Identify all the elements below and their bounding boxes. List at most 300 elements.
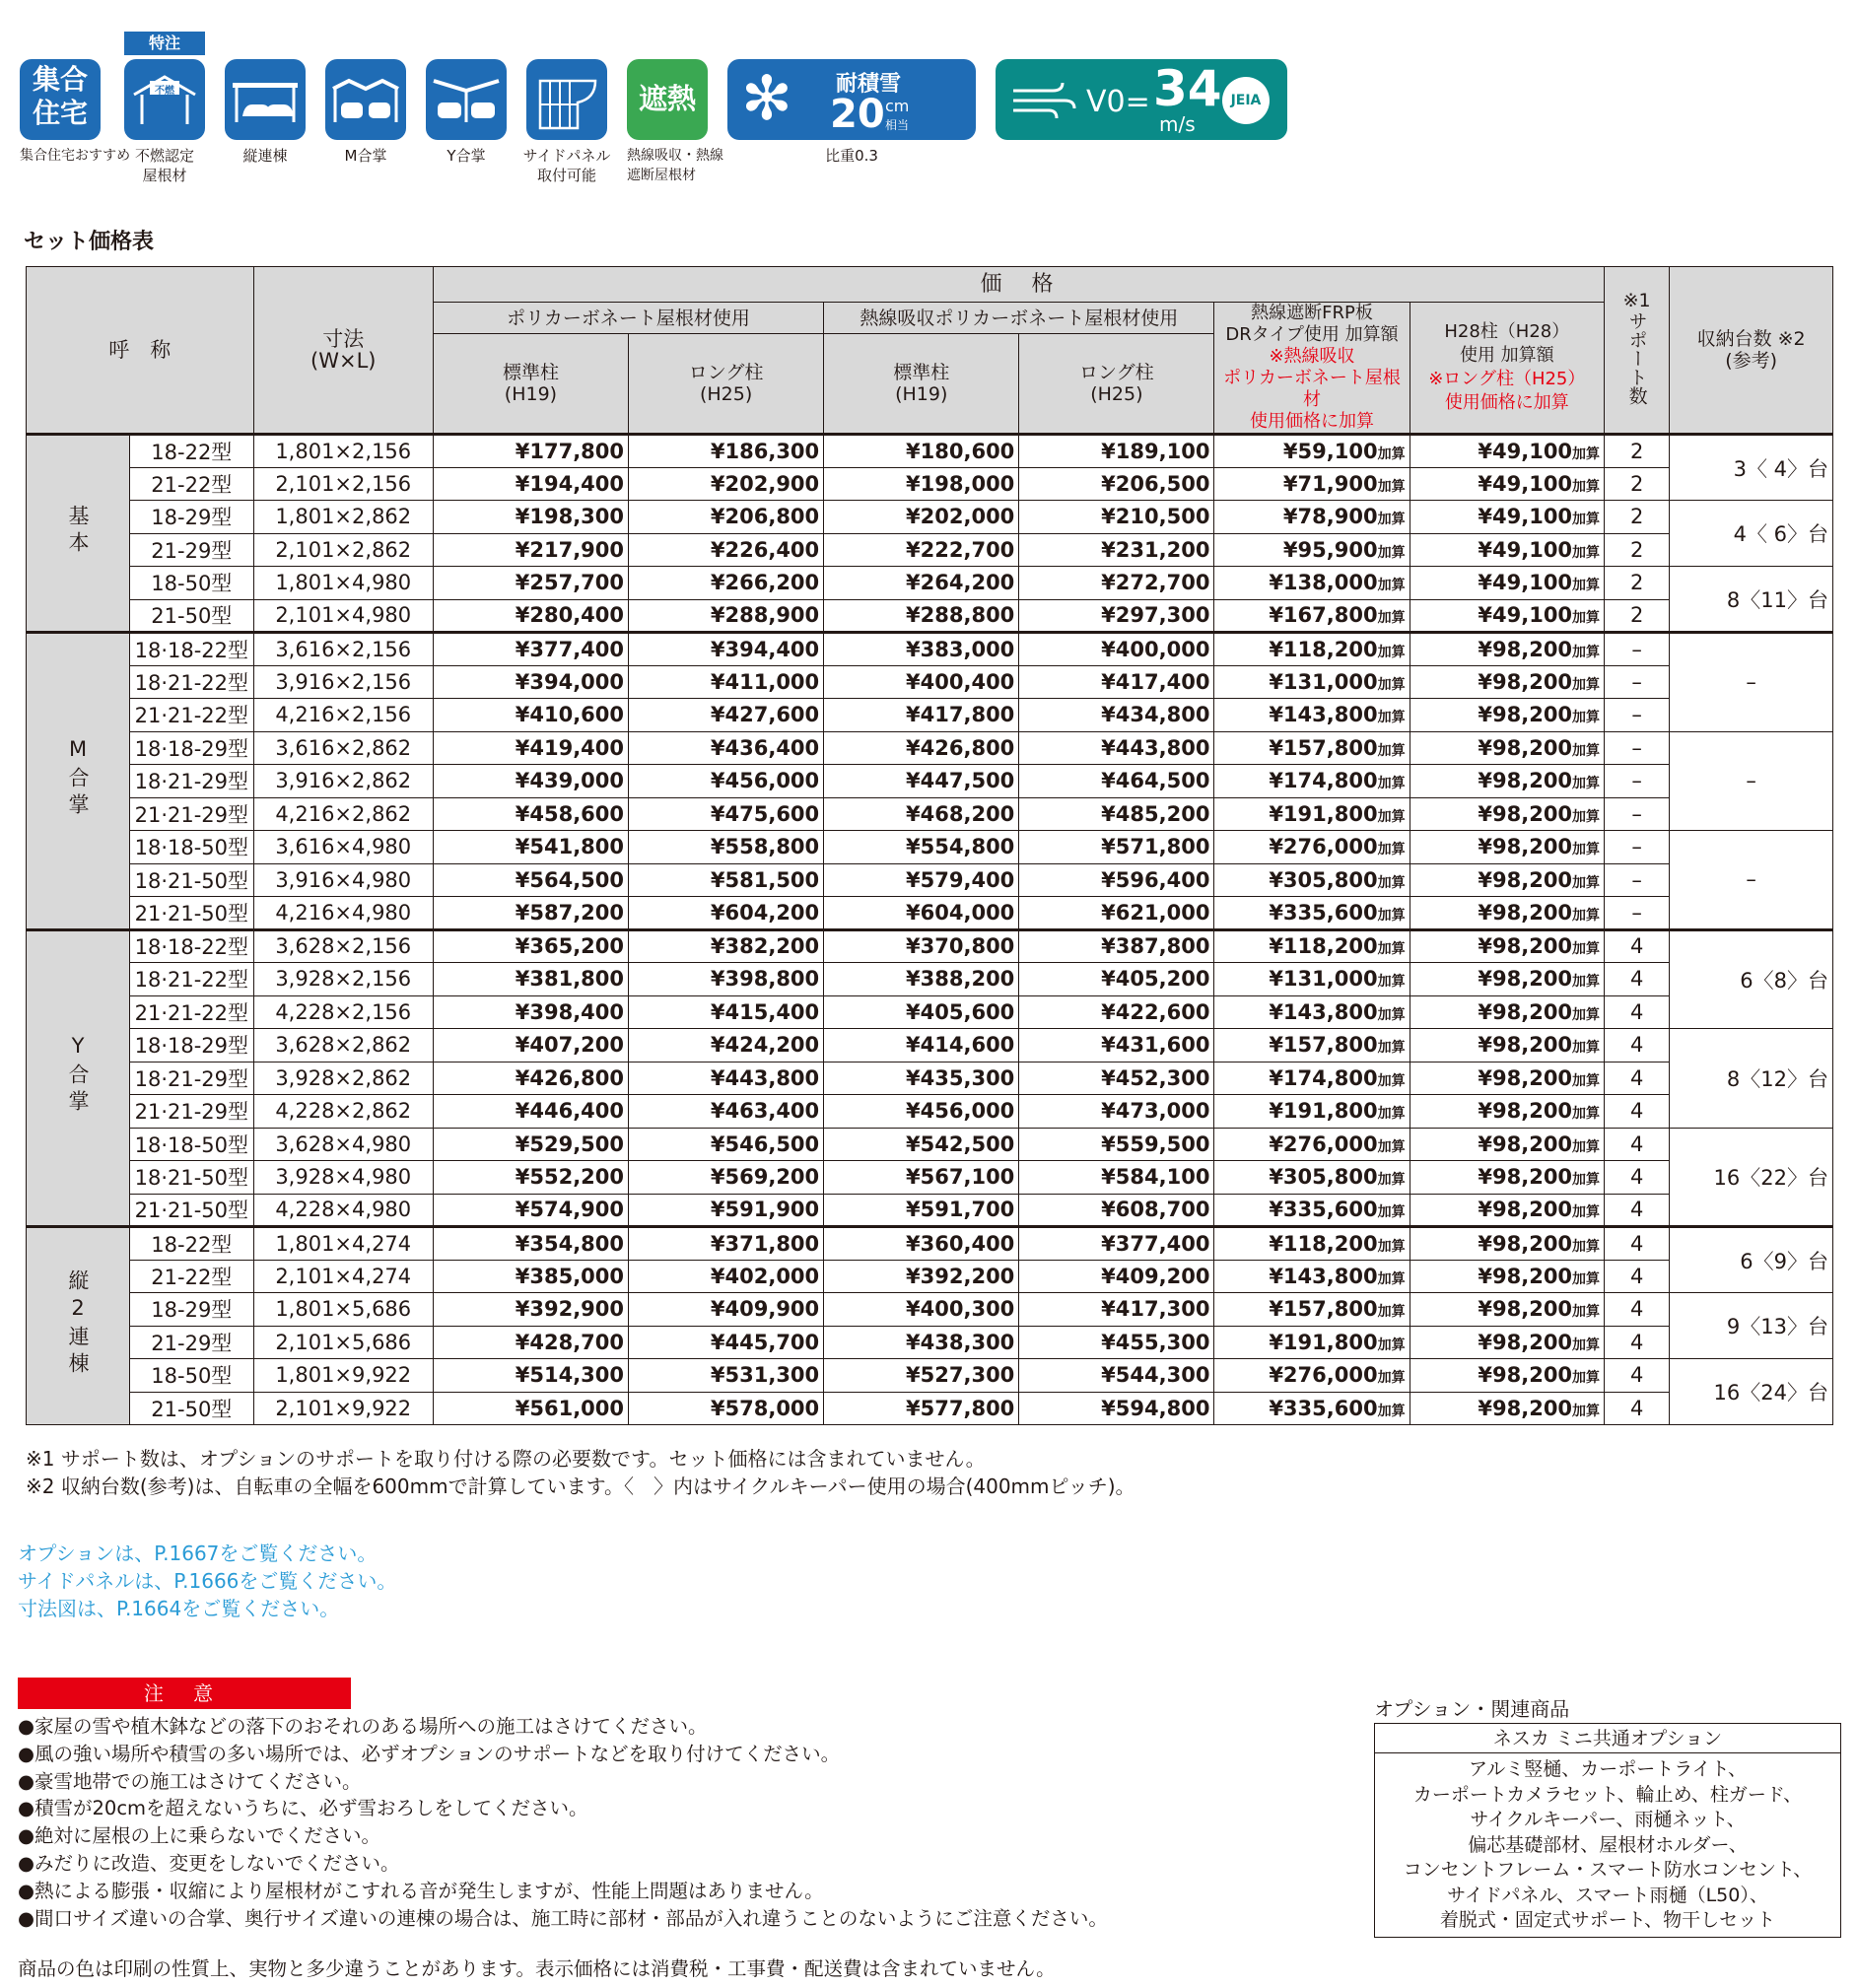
add-suffix: 加算 (1377, 1403, 1406, 1419)
add-suffix: 加算 (1572, 544, 1601, 561)
capacity-value: 16〈24〉台 (1670, 1359, 1833, 1425)
table-row (27, 435, 1833, 468)
model-name: 18·21-50型 (130, 1161, 254, 1195)
snow-load-value: 20 (830, 92, 885, 137)
add-suffix: 加算 (1572, 907, 1601, 924)
price-frp-add: ¥138,000加算 (1214, 567, 1410, 600)
model-name: 18·18-29型 (130, 1029, 254, 1063)
group-label-text: 基本 (66, 504, 90, 558)
add-suffix: 加算 (1572, 512, 1601, 528)
table-row (27, 995, 1833, 1029)
model-size: 3,916×2,862 (253, 765, 433, 798)
price-heat-long: ¥434,800 (1019, 699, 1214, 732)
price-poly-std: ¥365,200 (433, 929, 628, 963)
caution-item: ●みだりに改造、変更をしないでください。 (18, 1851, 400, 1875)
table-row (27, 1128, 1833, 1161)
group-label-text: M合掌 (66, 736, 90, 820)
add-suffix: 加算 (1572, 776, 1601, 792)
wind-resistance-badge (996, 59, 1287, 140)
model-size: 2,101×5,686 (253, 1326, 433, 1359)
model-size: 3,628×4,980 (253, 1128, 433, 1161)
price-heat-long: ¥571,800 (1019, 831, 1214, 864)
table-row (27, 1227, 1833, 1261)
price-poly-std: ¥392,900 (433, 1293, 628, 1327)
add-suffix: 加算 (1377, 874, 1406, 891)
table-row (27, 699, 1833, 732)
add-suffix: 加算 (1572, 1304, 1601, 1321)
support-count: 4 (1605, 1359, 1670, 1393)
price-frp-add: ¥143,800加算 (1214, 995, 1410, 1029)
price-h28-add: ¥49,100加算 (1410, 501, 1604, 534)
support-count: 4 (1605, 1392, 1670, 1425)
table-row (27, 1392, 1833, 1425)
price-poly-std: ¥194,400 (433, 467, 628, 501)
heat-shield-badge (627, 59, 708, 140)
support-count: – (1605, 831, 1670, 864)
add-suffix: 加算 (1377, 1304, 1406, 1321)
table-row (27, 963, 1833, 996)
price-poly-long: ¥463,400 (629, 1095, 824, 1129)
note-2: ※2 収納台数(参考)は、自転車の全幅を600mmで計算しています。〈 〉内はサイクルキーパー使用の場合(400mmピッチ)。 (26, 1474, 1135, 1498)
wind-unit: m/s (1159, 112, 1196, 136)
m-gassho-icon (325, 59, 406, 140)
support-count: – (1605, 633, 1670, 666)
capacity-value: – (1670, 831, 1833, 930)
caution-item: ●積雪が20cmを超えないうちに、必ず雪おろしをしてください。 (18, 1797, 588, 1820)
add-suffix: 加算 (1377, 1270, 1406, 1287)
price-heat-long: ¥473,000 (1019, 1095, 1214, 1129)
table-row (27, 797, 1833, 831)
price-poly-std: ¥410,600 (433, 699, 628, 732)
add-suffix: 加算 (1572, 941, 1601, 958)
group-3 (27, 1227, 1833, 1425)
add-suffix: 加算 (1572, 1337, 1601, 1353)
price-h28-add: ¥98,200加算 (1410, 963, 1604, 996)
group-label-text: 縦2連棟 (66, 1268, 90, 1379)
add-suffix: 加算 (1572, 842, 1601, 858)
table-row (27, 533, 1833, 567)
price-heat-long: ¥206,500 (1019, 467, 1214, 501)
add-suffix: 加算 (1377, 644, 1406, 660)
model-size: 2,101×4,274 (253, 1260, 433, 1293)
col-heat-long-h: (H25) (1090, 383, 1143, 406)
capacity-value: 8〈11〉台 (1670, 567, 1833, 633)
table-row (27, 665, 1833, 699)
price-poly-std: ¥552,200 (433, 1161, 628, 1195)
price-poly-long: ¥371,800 (629, 1227, 824, 1261)
model-name: 18-22型 (130, 1227, 254, 1261)
price-h28-add: ¥98,200加算 (1410, 1392, 1604, 1425)
add-suffix: 加算 (1572, 974, 1601, 991)
price-poly-long: ¥424,200 (629, 1029, 824, 1063)
add-suffix: 加算 (1377, 941, 1406, 958)
model-size: 3,616×4,980 (253, 831, 433, 864)
price-poly-long: ¥206,800 (629, 501, 824, 534)
capacity-value: 9〈13〉台 (1670, 1293, 1833, 1359)
price-h28-add: ¥98,200加算 (1410, 1095, 1604, 1129)
link-options[interactable]: オプションは、P.1667をご覧ください。 (18, 1542, 378, 1565)
price-frp-add: ¥131,000加算 (1214, 665, 1410, 699)
price-frp-add: ¥157,800加算 (1214, 1029, 1410, 1063)
price-poly-long: ¥456,000 (629, 765, 824, 798)
price-h28-add: ¥98,200加算 (1410, 699, 1604, 732)
price-frp-add: ¥305,800加算 (1214, 863, 1410, 897)
col-poly-long (629, 334, 824, 435)
price-frp-add: ¥71,900加算 (1214, 467, 1410, 501)
add-suffix: 加算 (1377, 974, 1406, 991)
price-poly-std: ¥561,000 (433, 1392, 628, 1425)
add-suffix: 加算 (1377, 1006, 1406, 1023)
price-heat-long: ¥417,400 (1019, 665, 1214, 699)
support-count: 4 (1605, 1260, 1670, 1293)
price-h28-add: ¥98,200加算 (1410, 731, 1604, 765)
wind-prefix: V0= (1086, 85, 1150, 119)
tandem-caption: 縦連棟 (242, 147, 288, 165)
table-row (27, 897, 1833, 930)
nonflammable-caption1: 不燃認定 (134, 147, 194, 165)
options-body (1375, 1753, 1840, 1934)
price-heat-std: ¥264,200 (824, 567, 1019, 600)
support-count: 4 (1605, 1227, 1670, 1261)
price-heat-std: ¥579,400 (824, 863, 1019, 897)
support-count: – (1605, 863, 1670, 897)
model-name: 18·21-29型 (130, 1062, 254, 1095)
table-row (27, 1194, 1833, 1227)
model-size: 3,616×2,862 (253, 731, 433, 765)
model-name: 18-29型 (130, 501, 254, 534)
heat-shield-caption1: 熱線吸収・熱線 (627, 148, 723, 164)
price-h28-add: ¥98,200加算 (1410, 1227, 1604, 1261)
model-name: 21·21-29型 (130, 1095, 254, 1129)
price-heat-long: ¥405,200 (1019, 963, 1214, 996)
support-count: 4 (1605, 995, 1670, 1029)
price-frp-add: ¥335,600加算 (1214, 1392, 1410, 1425)
price-poly-std: ¥446,400 (433, 1095, 628, 1129)
price-poly-long: ¥394,400 (629, 633, 824, 666)
price-poly-std: ¥407,200 (433, 1029, 628, 1063)
link-side-panel[interactable]: サイドパネルは、P.1666をご覧ください。 (18, 1569, 397, 1593)
add-suffix: 加算 (1377, 610, 1406, 627)
caution-item: ●風の強い場所や積雪の多い場所では、必ずオプションのサポートなどを取り付けてください。 (18, 1742, 841, 1765)
price-frp-add: ¥157,800加算 (1214, 1293, 1410, 1327)
jeia-logo: JEIA (1222, 77, 1270, 124)
table-row (27, 633, 1833, 666)
price-h28-add: ¥98,200加算 (1410, 863, 1604, 897)
link-dimensions[interactable]: 寸法図は、P.1664をご覧ください。 (18, 1597, 340, 1620)
support-count: 4 (1605, 929, 1670, 963)
add-suffix: 加算 (1572, 742, 1601, 759)
support-count: – (1605, 731, 1670, 765)
price-h28-add: ¥98,200加算 (1410, 897, 1604, 930)
caution-item: ●豪雪地帯での施工はさけてください。 (18, 1769, 362, 1793)
col-support (1605, 267, 1670, 435)
apartment-badge (20, 59, 101, 140)
col-heat-long (1019, 334, 1214, 435)
model-name: 21·21-29型 (130, 797, 254, 831)
col-heat-std-label: 標準柱 (893, 362, 950, 384)
snow-load-unit: cm (885, 97, 910, 115)
price-h28-add: ¥98,200加算 (1410, 995, 1604, 1029)
col-heat-std (824, 334, 1019, 435)
group-label-text: Y合掌 (66, 1034, 90, 1118)
price-poly-long: ¥443,800 (629, 1062, 824, 1095)
support-count: – (1605, 699, 1670, 732)
add-suffix: 加算 (1377, 1204, 1406, 1221)
model-name: 18-29型 (130, 1293, 254, 1327)
price-heat-std: ¥417,800 (824, 699, 1019, 732)
options-box (1374, 1723, 1841, 1938)
capacity-value: 4〈 6〉台 (1670, 501, 1833, 567)
snow-load-label: 耐積雪 (836, 72, 902, 97)
price-poly-long: ¥226,400 (629, 533, 824, 567)
add-suffix: 加算 (1572, 478, 1601, 495)
model-name: 21-50型 (130, 1392, 254, 1425)
price-poly-long: ¥531,300 (629, 1359, 824, 1393)
price-frp-add: ¥118,200加算 (1214, 929, 1410, 963)
side-panel-caption1: サイドパネル (522, 147, 611, 165)
model-name: 21·21-50型 (130, 1194, 254, 1227)
model-name: 21·21-22型 (130, 995, 254, 1029)
add-suffix: 加算 (1572, 1238, 1601, 1255)
price-frp-add: ¥191,800加算 (1214, 1095, 1410, 1129)
price-poly-std: ¥419,400 (433, 731, 628, 765)
add-suffix: 加算 (1377, 544, 1406, 561)
price-frp-add: ¥131,000加算 (1214, 963, 1410, 996)
price-poly-long: ¥186,300 (629, 435, 824, 468)
col-frp (1214, 303, 1410, 435)
price-poly-std: ¥177,800 (433, 435, 628, 468)
model-name: 21-22型 (130, 467, 254, 501)
col-frp-note3: 使用価格に加算 (1250, 411, 1374, 432)
col-frp-1: 熱線遮断FRP板 (1251, 303, 1373, 323)
price-poly-long: ¥402,000 (629, 1260, 824, 1293)
group-label (27, 435, 130, 633)
add-suffix: 加算 (1377, 1072, 1406, 1089)
price-heat-long: ¥431,600 (1019, 1029, 1214, 1063)
price-poly-long: ¥382,200 (629, 929, 824, 963)
price-poly-std: ¥439,000 (433, 765, 628, 798)
model-name: 18·18-22型 (130, 633, 254, 666)
col-price: 価 格 (433, 267, 1604, 303)
side-panel-caption2: 取付可能 (536, 167, 596, 184)
model-size: 3,916×4,980 (253, 863, 433, 897)
price-frp-add: ¥78,900加算 (1214, 501, 1410, 534)
price-poly-long: ¥415,400 (629, 995, 824, 1029)
model-size: 3,628×2,156 (253, 929, 433, 963)
price-h28-add: ¥49,100加算 (1410, 467, 1604, 501)
capacity-value: – (1670, 731, 1833, 831)
price-poly-long: ¥445,700 (629, 1326, 824, 1359)
support-count: 4 (1605, 1326, 1670, 1359)
add-suffix: 加算 (1377, 446, 1406, 462)
col-frp-note2: ポリカーボネート屋根材 (1223, 368, 1401, 410)
col-poly-long-label: ロング柱 (688, 362, 764, 384)
price-h28-add: ¥98,200加算 (1410, 1359, 1604, 1393)
price-h28-add: ¥49,100加算 (1410, 435, 1604, 468)
price-heat-std: ¥567,100 (824, 1161, 1019, 1195)
snow-load-badge (727, 59, 976, 140)
table-row (27, 863, 1833, 897)
price-poly-long: ¥475,600 (629, 797, 824, 831)
options-line: カーポートカメラセット、輪止め、柱ガード、 (1412, 1783, 1803, 1806)
table-notes (26, 1445, 1135, 1500)
add-suffix: 加算 (1572, 1204, 1601, 1221)
col-capacity-label: 収納台数 ※2 (1696, 328, 1806, 350)
price-heat-std: ¥435,300 (824, 1062, 1019, 1095)
options-line: コンセントフレーム・スマート防水コンセント、 (1403, 1859, 1813, 1881)
price-heat-std: ¥604,000 (824, 897, 1019, 930)
price-heat-std: ¥370,800 (824, 929, 1019, 963)
model-size: 1,801×4,980 (253, 567, 433, 600)
add-suffix: 加算 (1377, 742, 1406, 759)
capacity-value: 6〈8〉台 (1670, 929, 1833, 1029)
apartment-caption: 集合住宅おすすめ (20, 148, 131, 164)
price-table (26, 266, 1833, 1425)
add-suffix: 加算 (1572, 578, 1601, 594)
price-h28-add: ¥49,100加算 (1410, 533, 1604, 567)
price-heat-std: ¥198,000 (824, 467, 1019, 501)
price-poly-long: ¥266,200 (629, 567, 824, 600)
model-name: 18·21-29型 (130, 765, 254, 798)
group-label (27, 929, 130, 1227)
model-name: 21-29型 (130, 1326, 254, 1359)
price-h28-add: ¥49,100加算 (1410, 599, 1604, 633)
add-suffix: 加算 (1572, 874, 1601, 891)
table-row (27, 831, 1833, 864)
price-heat-long: ¥443,800 (1019, 731, 1214, 765)
price-heat-long: ¥608,700 (1019, 1194, 1214, 1227)
model-name: 21-50型 (130, 599, 254, 633)
price-h28-add: ¥98,200加算 (1410, 633, 1604, 666)
col-frp-note1: ※熱線吸収 (1269, 346, 1355, 367)
price-heat-long: ¥387,800 (1019, 929, 1214, 963)
price-h28-add: ¥98,200加算 (1410, 1194, 1604, 1227)
add-suffix: 加算 (1572, 1138, 1601, 1155)
price-h28-add: ¥98,200加算 (1410, 797, 1604, 831)
price-heat-long: ¥594,800 (1019, 1392, 1214, 1425)
price-heat-std: ¥414,600 (824, 1029, 1019, 1063)
add-suffix: 加算 (1377, 710, 1406, 726)
support-count: 4 (1605, 1029, 1670, 1063)
price-frp-add: ¥59,100加算 (1214, 435, 1410, 468)
model-size: 1,801×5,686 (253, 1293, 433, 1327)
model-size: 3,928×2,156 (253, 963, 433, 996)
add-suffix: 加算 (1377, 1172, 1406, 1189)
model-name: 18·21-22型 (130, 963, 254, 996)
price-heat-std: ¥400,400 (824, 665, 1019, 699)
model-size: 1,801×2,156 (253, 435, 433, 468)
table-row (27, 1326, 1833, 1359)
capacity-value: 6〈9〉台 (1670, 1227, 1833, 1293)
table-row (27, 765, 1833, 798)
price-poly-long: ¥398,800 (629, 963, 824, 996)
support-count: 4 (1605, 1095, 1670, 1129)
price-heat-long: ¥544,300 (1019, 1359, 1214, 1393)
col-poly-std (433, 334, 628, 435)
heat-shield-label: 遮熱 (638, 82, 696, 115)
col-size-label: 寸法 (322, 327, 365, 351)
add-suffix: 加算 (1572, 610, 1601, 627)
price-heat-long: ¥464,500 (1019, 765, 1214, 798)
snow-load-unit2: 相当 (885, 118, 910, 132)
support-count: 4 (1605, 1293, 1670, 1327)
price-frp-add: ¥276,000加算 (1214, 831, 1410, 864)
price-h28-add: ¥98,200加算 (1410, 1326, 1604, 1359)
price-h28-add: ¥98,200加算 (1410, 1062, 1604, 1095)
nonflammable-label: 不燃 (155, 86, 174, 97)
support-count: 2 (1605, 501, 1670, 534)
add-suffix: 加算 (1377, 578, 1406, 594)
price-poly-std: ¥458,600 (433, 797, 628, 831)
model-name: 18·18-22型 (130, 929, 254, 963)
table-row (27, 1062, 1833, 1095)
price-poly-long: ¥578,000 (629, 1392, 824, 1425)
model-name: 18-50型 (130, 567, 254, 600)
add-suffix: 加算 (1572, 1006, 1601, 1023)
price-poly-std: ¥587,200 (433, 897, 628, 930)
add-suffix: 加算 (1572, 644, 1601, 660)
support-count: 4 (1605, 1128, 1670, 1161)
price-heat-long: ¥189,100 (1019, 435, 1214, 468)
price-heat-long: ¥584,100 (1019, 1161, 1214, 1195)
model-size: 4,216×2,862 (253, 797, 433, 831)
table-row (27, 1359, 1833, 1393)
col-poly-std-label: 標準柱 (502, 362, 559, 384)
add-suffix: 加算 (1377, 512, 1406, 528)
price-heat-std: ¥400,300 (824, 1293, 1019, 1327)
col-support-mark: ※1 (1622, 290, 1651, 311)
support-count: – (1605, 665, 1670, 699)
model-size: 3,616×2,156 (253, 633, 433, 666)
price-frp-add: ¥157,800加算 (1214, 731, 1410, 765)
price-h28-add: ¥98,200加算 (1410, 1260, 1604, 1293)
add-suffix: 加算 (1572, 676, 1601, 693)
price-poly-std: ¥198,300 (433, 501, 628, 534)
side-panel-icon (526, 59, 607, 140)
model-name: 21-22型 (130, 1260, 254, 1293)
col-h28-note1: ※ロング柱（H25） (1428, 369, 1586, 389)
model-name: 21·21-22型 (130, 699, 254, 732)
price-poly-std: ¥541,800 (433, 831, 628, 864)
price-poly-std: ¥280,400 (433, 599, 628, 633)
model-name: 21-29型 (130, 533, 254, 567)
col-h28-2: 使用 加算額 (1459, 345, 1554, 366)
price-heat-std: ¥527,300 (824, 1359, 1019, 1393)
table-row (27, 731, 1833, 765)
price-poly-std: ¥385,000 (433, 1260, 628, 1293)
support-count: 4 (1605, 963, 1670, 996)
price-poly-long: ¥411,000 (629, 665, 824, 699)
price-heat-long: ¥231,200 (1019, 533, 1214, 567)
price-h28-add: ¥98,200加算 (1410, 831, 1604, 864)
options-title: オプション・関連商品 (1374, 1697, 1570, 1721)
caution-item: ●間口サイズ違いの合掌、奥行サイズ違いの連棟の場合は、施工時に部材・部品が入れ違うことのないようにご注意ください。 (18, 1906, 1108, 1930)
snowflake-icon: ✻ (741, 62, 792, 134)
custom-order-label: 特注 (124, 32, 205, 55)
model-size: 1,801×4,274 (253, 1227, 433, 1261)
y-gassho-caption: Y合掌 (447, 147, 486, 165)
add-suffix: 加算 (1572, 446, 1601, 462)
tandem-carport-icon (225, 59, 306, 140)
price-poly-long: ¥427,600 (629, 699, 824, 732)
add-suffix: 加算 (1377, 1370, 1406, 1387)
price-poly-std: ¥574,900 (433, 1194, 628, 1227)
model-name: 21·21-50型 (130, 897, 254, 930)
add-suffix: 加算 (1377, 808, 1406, 825)
group-2 (27, 929, 1833, 1227)
col-frp-2: DRタイプ使用 加算額 (1225, 324, 1399, 345)
col-size (253, 267, 433, 435)
